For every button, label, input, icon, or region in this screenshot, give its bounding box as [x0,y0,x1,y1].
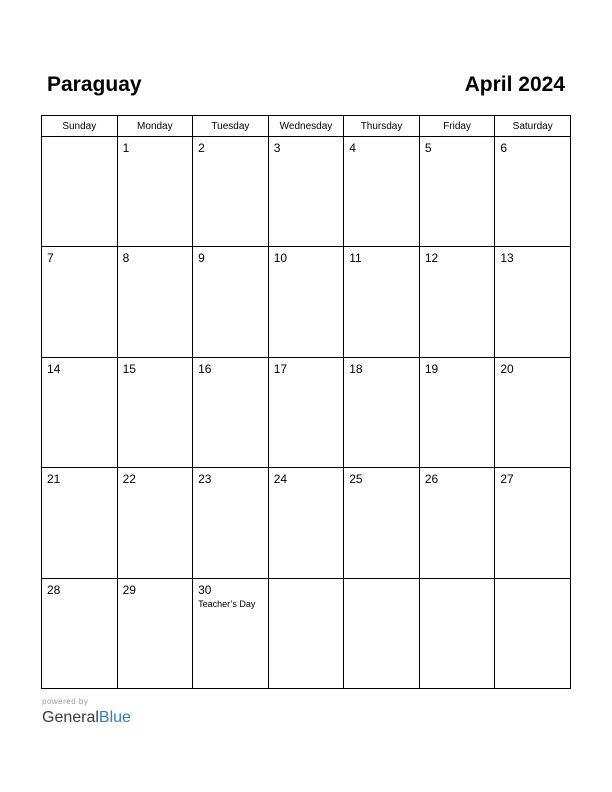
logo-text-general: General [42,709,99,726]
day-cell [268,137,344,247]
day-number: 8 [122,251,130,266]
day-number: 25 [349,472,363,487]
week-row [42,137,571,247]
day-number: 21 [47,472,61,487]
day-number: 12 [424,251,439,266]
day-number: 19 [424,361,439,376]
day-number: 26 [424,472,439,487]
day-cell [344,468,420,578]
day-cell [117,357,193,467]
week-row [42,578,571,688]
day-cell [344,578,420,688]
day-number: 15 [122,361,136,376]
logo-text-blue: Blue [98,709,131,726]
day-cell [344,357,420,467]
day-cell [193,578,269,688]
day-number: 3 [273,141,281,155]
day-number: 29 [122,582,136,597]
day-number: 28 [47,582,61,597]
day-cell [419,137,495,247]
day-cell [193,357,269,467]
day-cell [268,357,344,467]
day-number [344,579,419,583]
day-cell [193,247,269,357]
day-cell [419,247,495,357]
day-number: 18 [349,361,363,376]
day-cell [42,357,118,467]
day-number: 30 [198,582,212,597]
day-cell [495,578,571,688]
weekday-header: Tuesday [193,116,269,137]
day-cell [268,468,344,578]
weekday-header: Wednesday [268,116,344,137]
day-number: 9 [198,251,205,266]
day-cell [495,357,571,467]
day-cell [344,247,420,357]
day-number: 22 [122,472,136,487]
weekday-header: Saturday [495,116,571,137]
day-number [269,579,344,583]
day-number: 6 [500,141,508,155]
day-cell [268,578,344,688]
day-cell [117,578,193,688]
day-number: 7 [47,251,54,266]
week-row [42,357,571,467]
weekday-header: Friday [419,116,495,137]
day-number: 20 [500,361,514,376]
day-cell [268,247,344,357]
day-number: 10 [273,251,288,266]
day-number [42,137,117,141]
day-cell [117,468,193,578]
weekday-header: Monday [117,116,193,137]
day-cell [419,468,495,578]
day-number: 27 [500,472,514,487]
day-number: 16 [198,361,212,376]
day-number: 11 [349,251,362,266]
day-number: 4 [349,141,356,155]
day-cell [419,578,495,688]
day-cell [42,578,118,688]
day-cell [42,137,118,247]
day-cell [419,357,495,467]
day-cell [117,247,193,357]
country-title: Paraguay [47,73,142,96]
day-cell [193,137,269,247]
day-cell [495,468,571,578]
day-number: 1 [122,141,130,155]
day-cell [42,247,118,357]
day-number: 5 [424,141,432,155]
day-number: 14 [47,361,61,376]
powered-by-text: powered by [42,697,89,706]
generalblue-logo[interactable] [42,708,131,728]
day-number: 13 [500,251,514,266]
day-number: 24 [273,472,288,487]
week-row [42,247,571,357]
day-cell [344,137,420,247]
holiday-label: Teacher’s Day [198,598,256,609]
calendar-grid [41,115,571,689]
weekday-header-row [42,116,571,137]
footer-branding [42,697,131,728]
day-number: 2 [198,141,205,155]
day-number [495,579,570,583]
day-cell [495,247,571,357]
weekday-header: Sunday [42,116,118,137]
day-number [420,579,495,583]
weekday-header: Thursday [344,116,420,137]
day-cell [42,468,118,578]
day-cell [193,468,269,578]
day-cell [117,137,193,247]
day-number: 23 [198,472,212,487]
day-cell [495,137,571,247]
month-title: April 2024 [464,73,565,96]
week-row [42,468,571,578]
day-number: 17 [273,361,288,376]
